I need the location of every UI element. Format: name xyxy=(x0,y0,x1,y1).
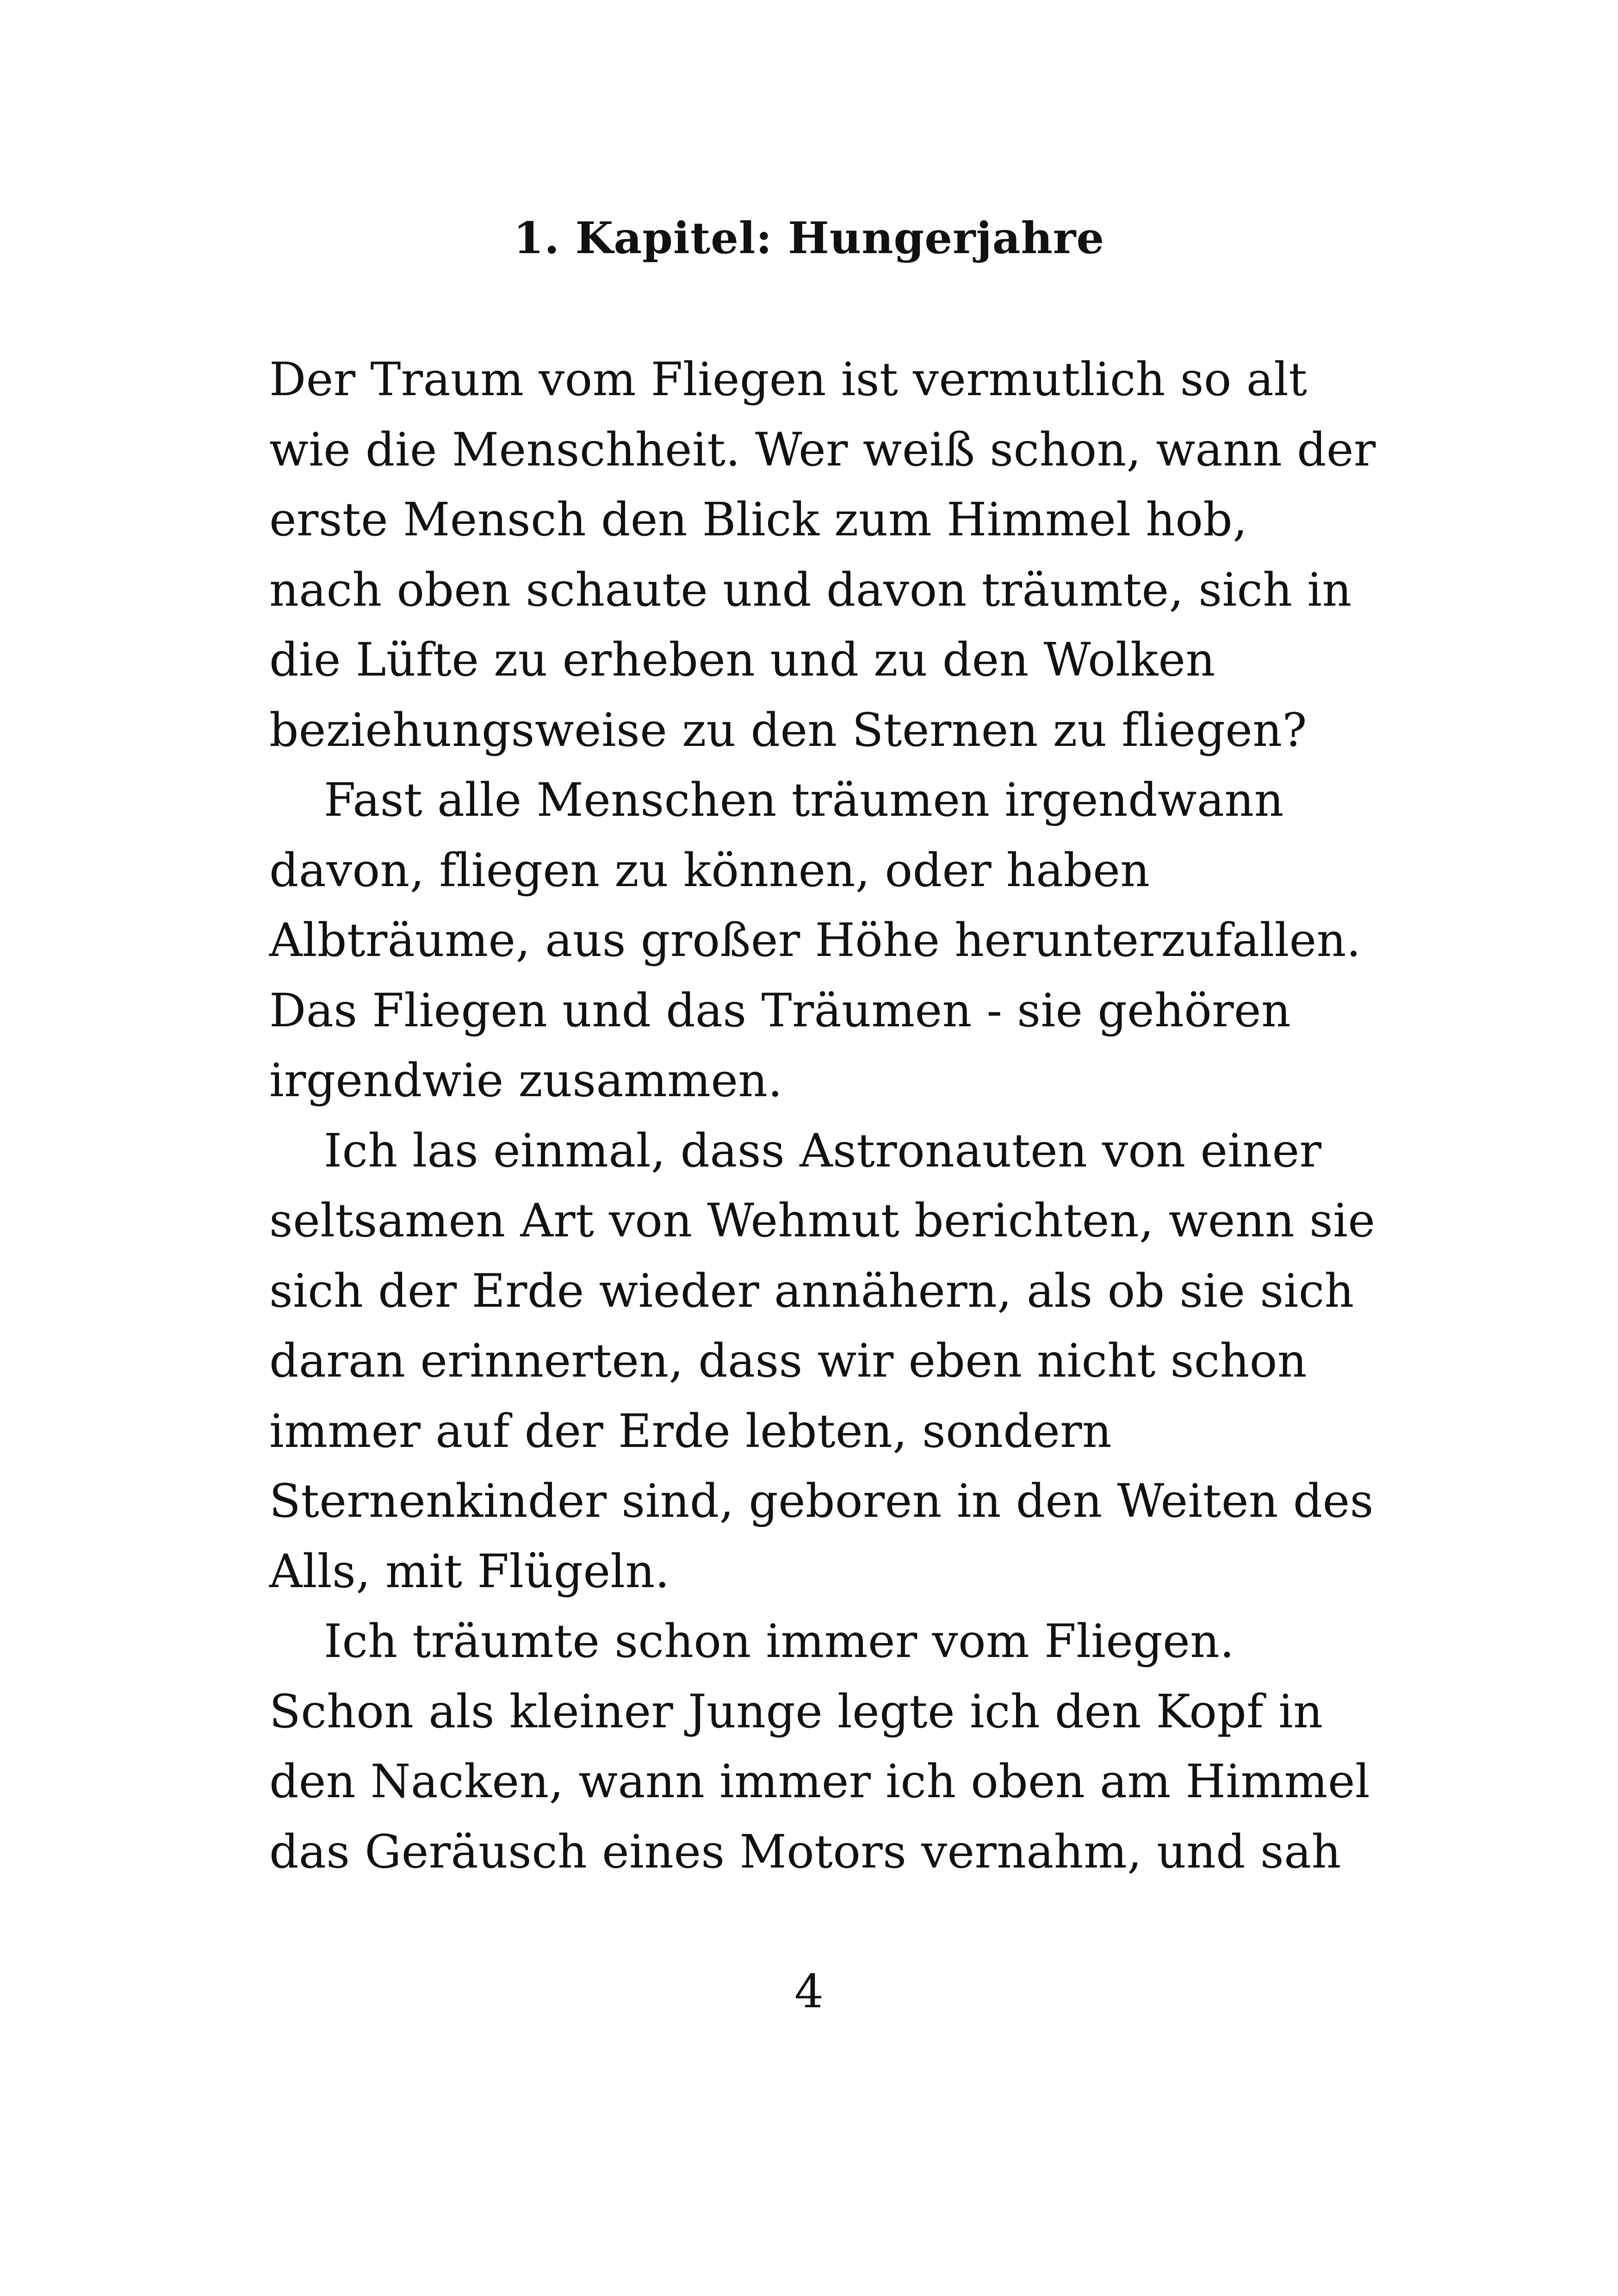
text-line: daran erinnerten, dass wir eben nicht schon xyxy=(269,1334,1307,1388)
text-line: erste Mensch den Blick zum Himmel hob, xyxy=(269,493,1248,546)
text-line: das Geräusch eines Motors vernahm, und sah xyxy=(269,1825,1341,1879)
text-line: Alls, mit Flügeln. xyxy=(269,1545,670,1598)
text-line: seltsamen Art von Wehmut berichten, wenn sie xyxy=(269,1194,1376,1247)
body-text xyxy=(269,345,1376,1887)
paragraph-start-line: Ich las einmal, dass Astronauten von einer xyxy=(324,1124,1322,1178)
text-line: Sternenkinder sind, geboren in den Weiten des xyxy=(269,1475,1374,1528)
text-line: beziehungsweise zu den Sternen zu fliegen? xyxy=(269,703,1307,757)
text-line: nach oben schaute und davon träumte, sich in xyxy=(269,563,1352,617)
text-line: Albträume, aus großer Höhe herunterzufallen. xyxy=(269,914,1361,967)
paragraph-start-line: Fast alle Menschen träumen irgendwann xyxy=(324,774,1284,827)
text-line: Der Traum vom Fliegen ist vermutlich so alt xyxy=(269,353,1308,406)
text-line: sich der Erde wieder annähern, als ob sie sich xyxy=(269,1264,1354,1318)
text-line: irgendwie zusammen. xyxy=(269,1054,783,1107)
text-line: den Nacken, wann immer ich oben am Himmel xyxy=(269,1755,1370,1808)
text-line: die Lüfte zu erheben und zu den Wolken xyxy=(269,633,1215,687)
text-line: Das Fliegen und das Träumen - sie gehören xyxy=(269,984,1291,1037)
chapter-title: 1. Kapitel: Hungerjahre xyxy=(513,213,1105,264)
page-number: 4 xyxy=(794,1965,824,2018)
text-line: wie die Menschheit. Wer weiß schon, wann der xyxy=(269,423,1376,477)
paragraph-start-line: Ich träumte schon immer vom Fliegen. xyxy=(324,1615,1235,1668)
text-line: Schon als kleiner Junge legte ich den Kopf in xyxy=(269,1685,1323,1738)
text-line: davon, fliegen zu können, oder haben xyxy=(269,844,1150,897)
text-line: immer auf der Erde lebten, sondern xyxy=(269,1404,1112,1458)
